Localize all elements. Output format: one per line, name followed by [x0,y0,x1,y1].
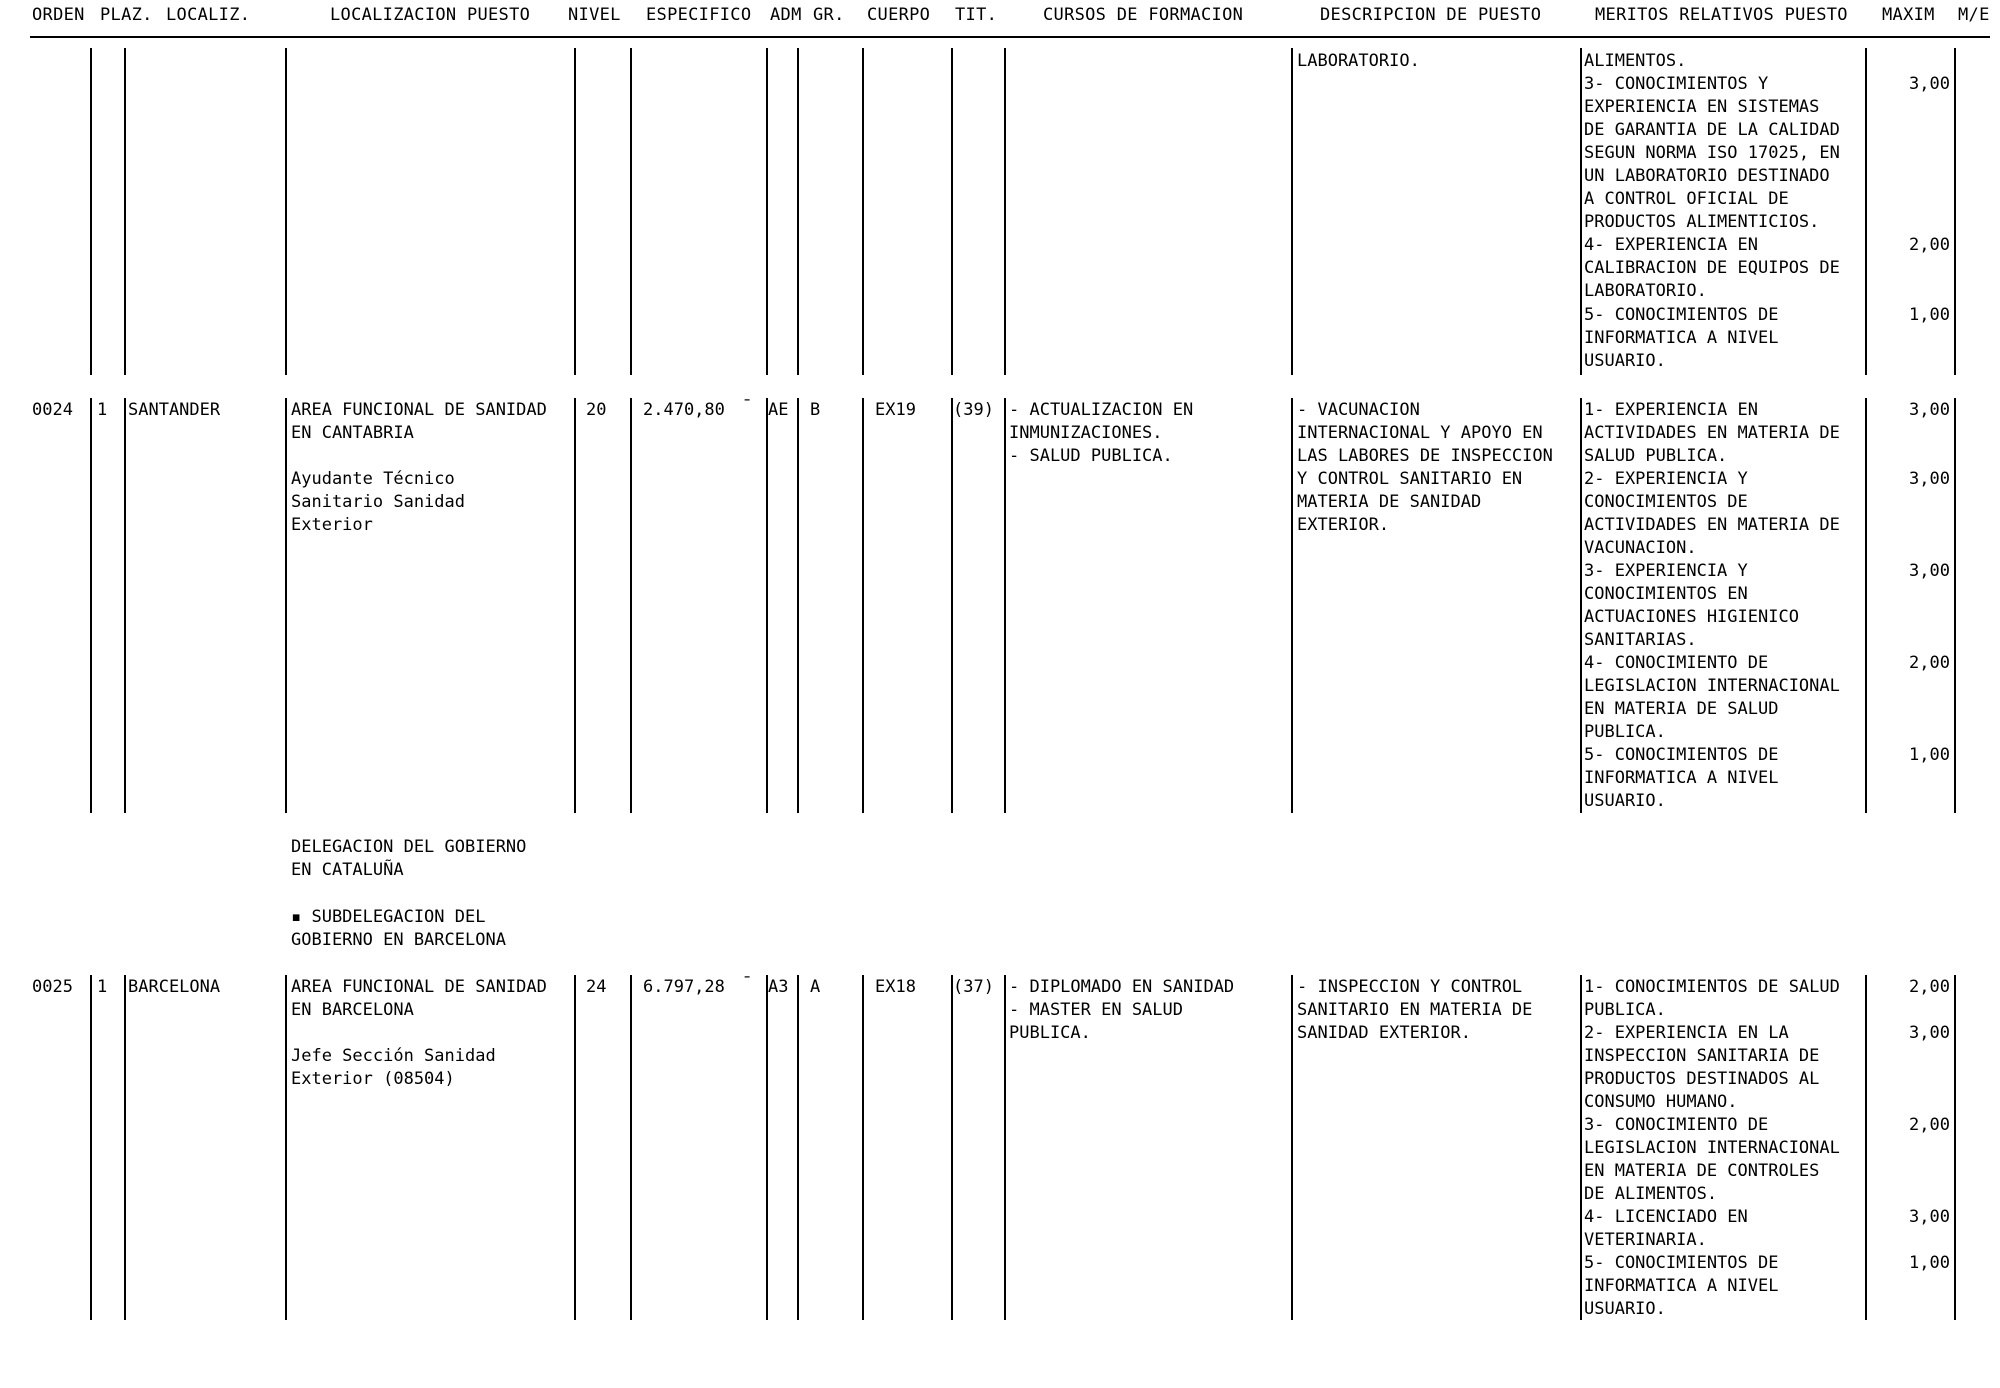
header-cursos: CURSOS DE FORMACION [1043,5,1244,25]
header-maxim: MAXIM [1882,5,1935,25]
column-divider [1291,398,1293,813]
localizacion-unit: AREA FUNCIONAL DE SANIDAD EN BARCELONA [291,977,547,1020]
maxim-value: 3,00 [1909,469,1950,489]
column-divider [766,398,768,813]
column-divider [1954,975,1956,1320]
merito-text: 5- CONOCIMIENTOS DE INFORMATICA A NIVEL USUARIO. [1584,1253,1779,1319]
column-divider [630,975,632,1320]
cursos-text: - ACTUALIZACION EN INMUNIZACIONES. - SALUD PUBLICA. [1009,400,1194,466]
puesto-name: Jefe Sección Sanidad Exterior (08504) [291,1046,496,1089]
descripcion-text: LABORATORIO. [1297,51,1420,71]
column-divider [797,975,799,1320]
maxim-value: 3,00 [1909,1207,1950,1227]
merito-text: 3- CONOCIMIENTOS Y EXPERIENCIA EN SISTEMAS DE GARANTIA DE LA CALIDAD SEGUN NORMA ISO 17025, EN UN LABORATORIO DESTINADO A CONTROL OFICIAL DE PRODUCTOS ALIMENTICIOS. [1584,74,1840,232]
column-divider [90,48,92,375]
column-divider [574,975,576,1320]
tit-code: (39) [953,400,994,420]
header-localizacion-puesto: LOCALIZACION PUESTO [330,5,531,25]
column-divider [951,975,953,1320]
header-rule [30,36,1990,38]
column-divider [285,48,287,375]
column-divider [1291,48,1293,375]
especifico-mark: ¯ [742,397,753,417]
merito-text: 5- CONOCIMIENTOS DE INFORMATICA A NIVEL USUARIO. [1584,305,1779,371]
column-divider [1954,48,1956,375]
adm-code: AE [768,400,789,420]
header-descripcion: DESCRIPCION DE PUESTO [1320,5,1542,25]
nivel-value: 24 [586,977,607,997]
column-divider [1004,48,1006,375]
merito-text: 3- EXPERIENCIA Y CONOCIMIENTOS EN ACTUACIONES HIGIENICO SANITARIAS. [1584,561,1799,650]
section-delegacion: DELEGACION DEL GOBIERNO EN CATALUÑA [291,837,527,880]
column-divider [90,975,92,1320]
header-cuerpo: CUERPO [867,5,931,25]
maxim-value: 2,00 [1909,653,1950,673]
column-divider [124,48,126,375]
gr-code: B [810,400,821,420]
column-divider [285,398,287,813]
column-divider [951,398,953,813]
descripcion-text: - VACUNACION INTERNACIONAL Y APOYO EN LAS LABORES DE INSPECCION Y CONTROL SANITARIO EN MATERIA DE SANIDAD EXTERIOR. [1297,400,1553,535]
column-divider [630,398,632,813]
tit-code: (37) [953,977,994,997]
cursos-text: - DIPLOMADO EN SANIDAD - MASTER EN SALUD PUBLICA. [1009,977,1235,1043]
column-divider [1580,975,1582,1320]
column-divider [1004,398,1006,813]
merito-text: 1- CONOCIMIENTOS DE SALUD PUBLICA. [1584,977,1840,1020]
orden-number: 0025 [32,977,73,997]
column-divider [862,398,864,813]
maxim-value: 2,00 [1909,235,1950,255]
column-divider [1580,48,1582,375]
header-meritos: MERITOS RELATIVOS PUESTO [1595,5,1848,25]
column-divider [124,398,126,813]
column-divider [574,398,576,813]
puesto-name: Ayudante Técnico Sanitario Sanidad Exterior [291,469,465,535]
header-gr: GR. [813,5,845,25]
gr-code: A [810,977,821,997]
column-divider [574,48,576,375]
column-divider [797,398,799,813]
cuerpo-code: EX18 [875,977,916,997]
maxim-value: 2,00 [1909,1115,1950,1135]
especifico-value: 2.470,80 [643,400,725,420]
maxim-value: 1,00 [1909,1253,1950,1273]
maxim-value: 3,00 [1909,74,1950,94]
column-divider [797,48,799,375]
merito-text: 5- CONOCIMIENTOS DE INFORMATICA A NIVEL USUARIO. [1584,745,1779,811]
header-orden: ORDEN [32,5,85,25]
column-divider [90,398,92,813]
column-divider [630,48,632,375]
merito-text: 4- EXPERIENCIA EN CALIBRACION DE EQUIPOS DE LABORATORIO. [1584,235,1840,301]
column-divider [766,975,768,1320]
column-divider [766,48,768,375]
maxim-value: 3,00 [1909,561,1950,581]
merito-text: 2- EXPERIENCIA EN LA INSPECCION SANITARIA DE PRODUCTOS DESTINADOS AL CONSUMO HUMANO. [1584,1023,1820,1112]
header-localiz: LOCALIZ. [166,5,251,25]
adm-code: A3 [768,977,789,997]
column-divider [285,975,287,1320]
plaz-count: 1 [97,977,108,997]
section-subdelegacion: ▪ SUBDELEGACION DEL GOBIERNO EN BARCELONA [291,907,506,950]
header-especifico: ESPECIFICO [646,5,752,25]
header-tit: TIT. [955,5,998,25]
header-nivel: NIVEL [568,5,621,25]
orden-number: 0024 [32,400,73,420]
column-divider [124,975,126,1320]
nivel-value: 20 [586,400,607,420]
column-divider [1004,975,1006,1320]
column-divider [1580,398,1582,813]
maxim-value: 3,00 [1909,400,1950,420]
column-divider [1865,398,1867,813]
column-divider [862,48,864,375]
header-adm: ADM [770,5,802,25]
merito-text: 4- CONOCIMIENTO DE LEGISLACION INTERNACIONAL EN MATERIA DE SALUD PUBLICA. [1584,653,1840,742]
especifico-value: 6.797,28 [643,977,725,997]
maxim-value: 3,00 [1909,1023,1950,1043]
column-divider [951,48,953,375]
descripcion-text: - INSPECCION Y CONTROL SANITARIO EN MATERIA DE SANIDAD EXTERIOR. [1297,977,1533,1043]
merito-text: 2- EXPERIENCIA Y CONOCIMIENTOS DE ACTIVIDADES EN MATERIA DE VACUNACION. [1584,469,1840,558]
plaz-count: 1 [97,400,108,420]
merito-text: 4- LICENCIADO EN VETERINARIA. [1584,1207,1748,1250]
merito-text: 3- CONOCIMIENTO DE LEGISLACION INTERNACIONAL EN MATERIA DE CONTROLES DE ALIMENTOS. [1584,1115,1840,1204]
especifico-mark: ¯ [742,974,753,994]
column-divider [1865,975,1867,1320]
maxim-value: 2,00 [1909,977,1950,997]
maxim-value: 1,00 [1909,745,1950,765]
column-divider [1954,398,1956,813]
header-me: M/E [1958,5,1990,25]
localiz-city: BARCELONA [128,977,221,997]
merito-text: ALIMENTOS. [1584,51,1687,71]
maxim-value: 1,00 [1909,305,1950,325]
merito-text: 1- EXPERIENCIA EN ACTIVIDADES EN MATERIA DE SALUD PUBLICA. [1584,400,1840,466]
localizacion-unit: AREA FUNCIONAL DE SANIDAD EN CANTABRIA [291,400,547,443]
cuerpo-code: EX19 [875,400,916,420]
column-divider [862,975,864,1320]
header-plaz: PLAZ. [100,5,153,25]
column-divider [1291,975,1293,1320]
localiz-city: SANTANDER [128,400,221,420]
column-divider [1865,48,1867,375]
